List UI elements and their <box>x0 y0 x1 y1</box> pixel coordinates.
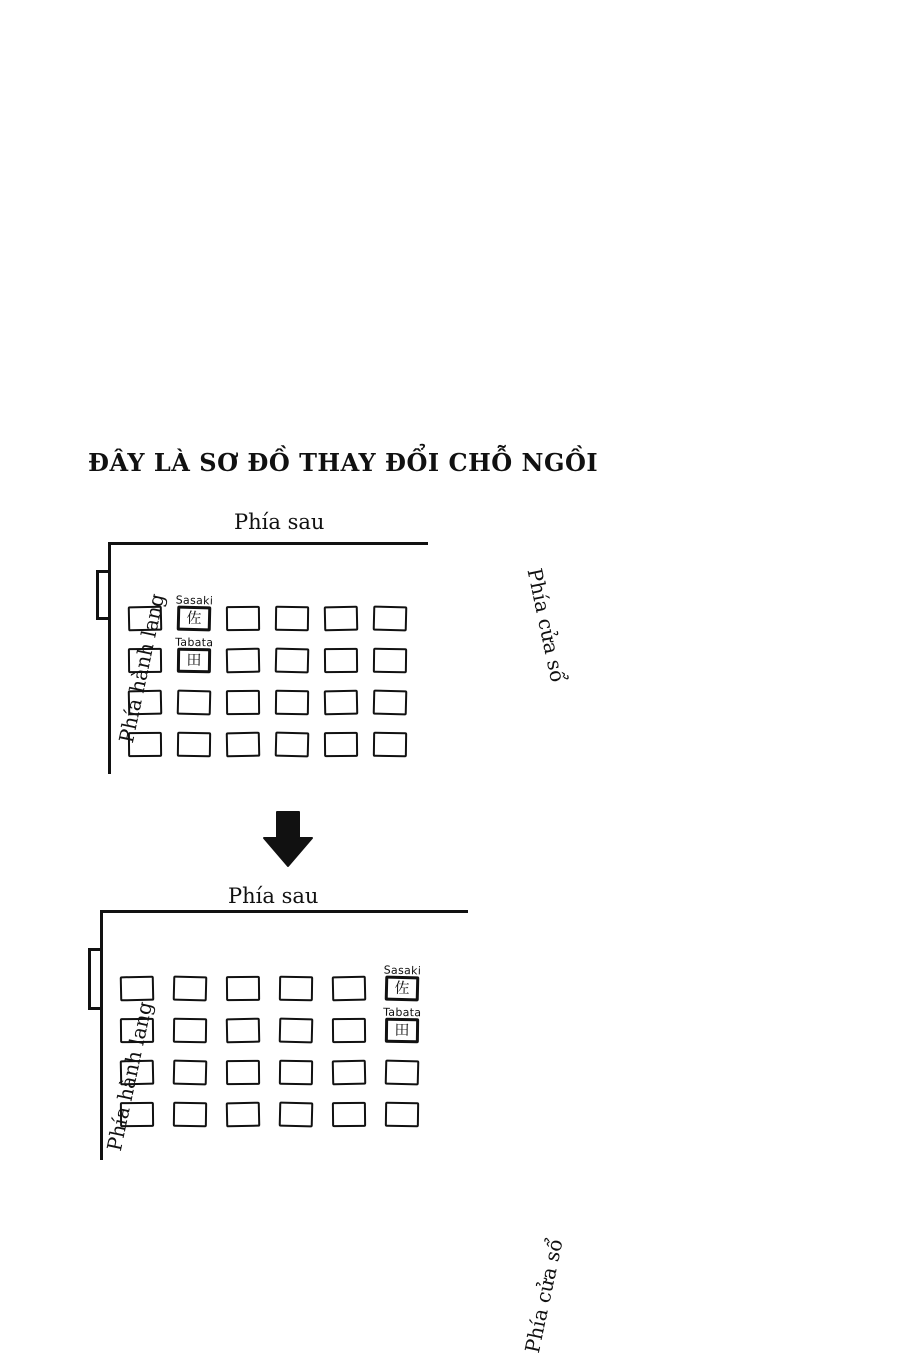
seat <box>279 1102 314 1128</box>
seat <box>128 732 162 757</box>
seat <box>120 976 155 1002</box>
seat <box>120 1102 154 1127</box>
seat <box>173 1102 207 1127</box>
seat-name-label: Sasaki <box>175 593 214 608</box>
seat <box>226 732 261 758</box>
seat <box>226 690 260 715</box>
seat-kanji-label: 田 <box>394 1020 410 1040</box>
seat <box>324 690 359 716</box>
seat <box>279 1018 314 1044</box>
seat <box>128 690 163 716</box>
seat <box>177 732 211 757</box>
seat <box>275 732 310 758</box>
seat <box>226 606 260 631</box>
seat <box>332 976 367 1002</box>
room-top-border-before <box>108 542 428 545</box>
seat <box>120 1018 154 1043</box>
seating-diagram-after <box>50 878 570 1355</box>
seat <box>332 1102 366 1127</box>
seat <box>226 648 261 674</box>
seat <box>275 690 309 715</box>
page-title: ĐÂY LÀ SƠ ĐỒ THAY ĐỔI CHỖ NGỒI <box>88 448 599 477</box>
down-arrow-icon <box>262 810 314 868</box>
seat-sasaki <box>175 593 214 632</box>
label-corridor-after: Phía hành lang <box>102 999 158 1153</box>
seat-kanji-label: 佐 <box>186 608 202 628</box>
seat <box>275 648 310 674</box>
seat-tabata <box>175 635 214 673</box>
label-back-before: Phía sau <box>234 510 325 534</box>
seat-kanji-label: 田 <box>186 650 202 670</box>
seat <box>373 690 408 716</box>
corridor-bracket-before <box>96 570 109 620</box>
seat <box>128 606 163 632</box>
label-corridor-before: Phía hành lang <box>114 591 170 745</box>
seat-name-label: Sasaki <box>383 963 422 978</box>
seat <box>373 732 407 757</box>
seat <box>324 648 358 673</box>
seat-name-label: Tabata <box>175 635 214 650</box>
seat-name-label: Tabata <box>383 1005 422 1020</box>
seat-tabata <box>383 1005 422 1043</box>
seat <box>279 976 313 1001</box>
seat <box>226 976 260 1001</box>
seat <box>324 606 359 632</box>
seat <box>173 976 208 1002</box>
seat <box>275 606 309 631</box>
seat <box>128 648 162 673</box>
label-window-before: Phía cửa sổ <box>522 566 571 685</box>
seat <box>385 1060 420 1086</box>
seat <box>177 690 212 716</box>
seat <box>332 1018 366 1043</box>
seat <box>120 1060 155 1086</box>
seat <box>332 1060 367 1086</box>
seat <box>324 732 358 757</box>
seat <box>173 1060 208 1086</box>
seat <box>226 1060 260 1085</box>
seat <box>173 1018 207 1043</box>
seat <box>373 606 408 632</box>
label-window-after: Phía cửa sổ <box>520 1236 568 1355</box>
seat <box>373 648 407 673</box>
corridor-bracket-after <box>88 948 101 1010</box>
seat <box>279 1060 313 1085</box>
room-top-border-after <box>100 910 468 913</box>
seat <box>385 1102 419 1127</box>
seat <box>226 1102 261 1128</box>
label-back-after: Phía sau <box>228 884 319 908</box>
seat-sasaki <box>383 963 422 1002</box>
seat <box>226 1018 261 1044</box>
seating-diagram-before <box>50 500 570 800</box>
seat-kanji-label: 佐 <box>394 978 410 998</box>
